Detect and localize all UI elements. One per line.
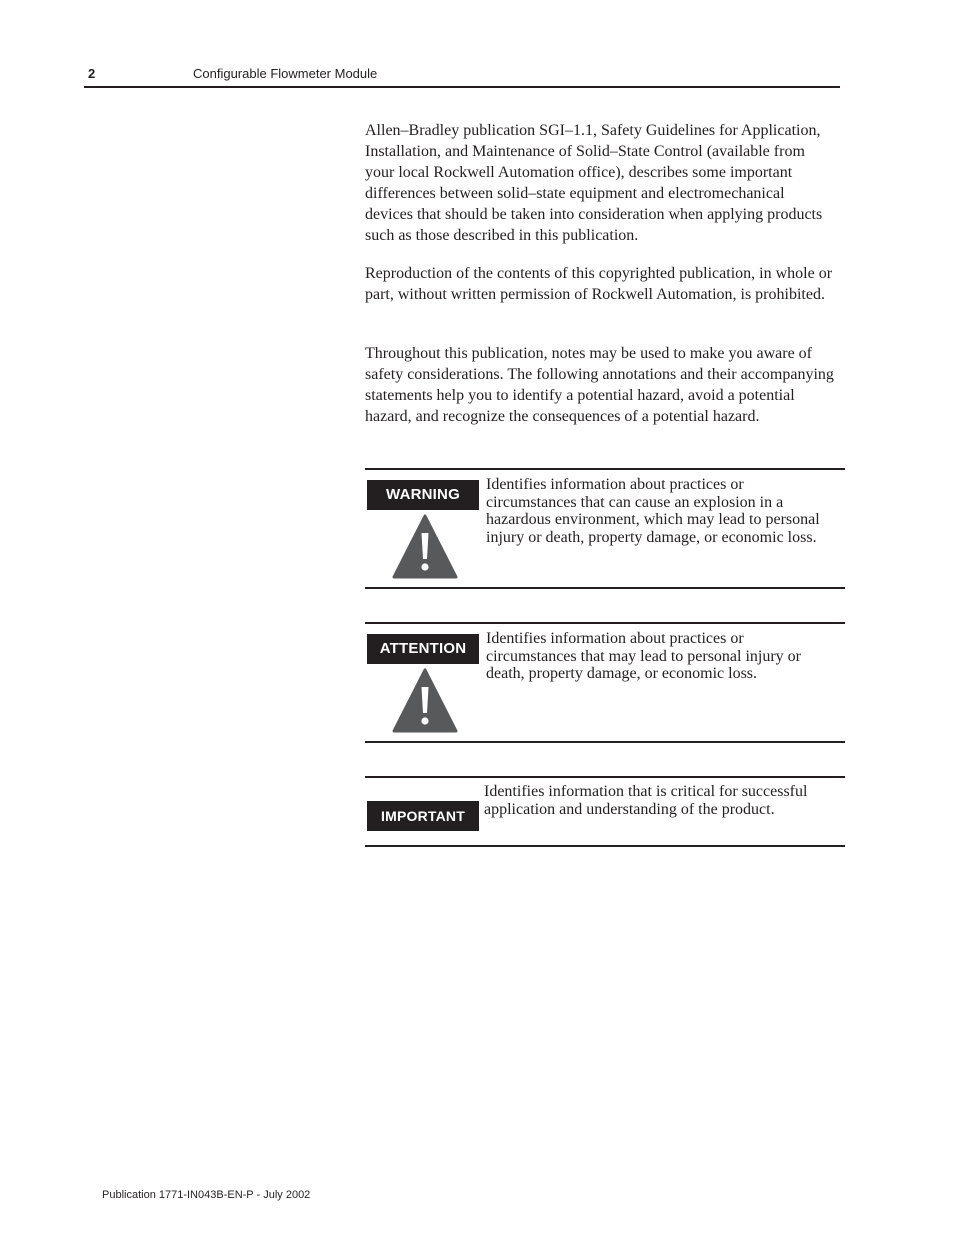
- attention-label: ATTENTION: [367, 634, 479, 664]
- important-text: Identifies information that is critical for successful application and understanding of the product.: [484, 783, 808, 818]
- paragraph-notes-intro: Throughout this publication, notes may be used to make you aware of safety considerations. The following annotations and their accompanying statements help you to identify a potential hazard, avoid a potential hazard, and recognize the consequences of a potential hazard.: [365, 345, 834, 425]
- important-label: IMPORTANT: [367, 801, 479, 831]
- warning-notice: [365, 468, 845, 589]
- warning-triangle-icon: [392, 513, 458, 579]
- important-notice: [365, 776, 845, 847]
- footer-publication: Publication 1771-IN043B-EN-P - July 2002: [102, 1189, 311, 1201]
- page-number: 2: [88, 66, 96, 81]
- header-title: Configurable Flowmeter Module: [193, 66, 378, 81]
- attention-notice: [365, 622, 845, 743]
- warning-triangle-icon: [392, 667, 458, 733]
- page-header: [84, 64, 840, 88]
- paragraph-reproduction: Reproduction of the contents of this copyrighted publication, in whole or part, without written permission of Rockwell Automation, is prohibited.: [365, 265, 833, 303]
- warning-label: WARNING: [367, 480, 479, 510]
- paragraph-safety-guidelines: Allen–Bradley publication SGI–1.1, Safety Guidelines for Application, Installation, and Maintenance of Solid–State Control (available from your local Rockwell Automation office), describes some important differences between solid–state equipment and electromechanical devices that should be taken into consideration when applying products such as those described in this publication.: [365, 122, 823, 244]
- attention-text: Identifies information about practices or circumstances that may lead to personal injury or death, property damage, or economic loss.: [486, 630, 802, 682]
- warning-text: Identifies information about practices or circumstances that can cause an explosion in a hazardous environment, which may lead to personal injury or death, property damage, or economic loss.: [486, 476, 820, 546]
